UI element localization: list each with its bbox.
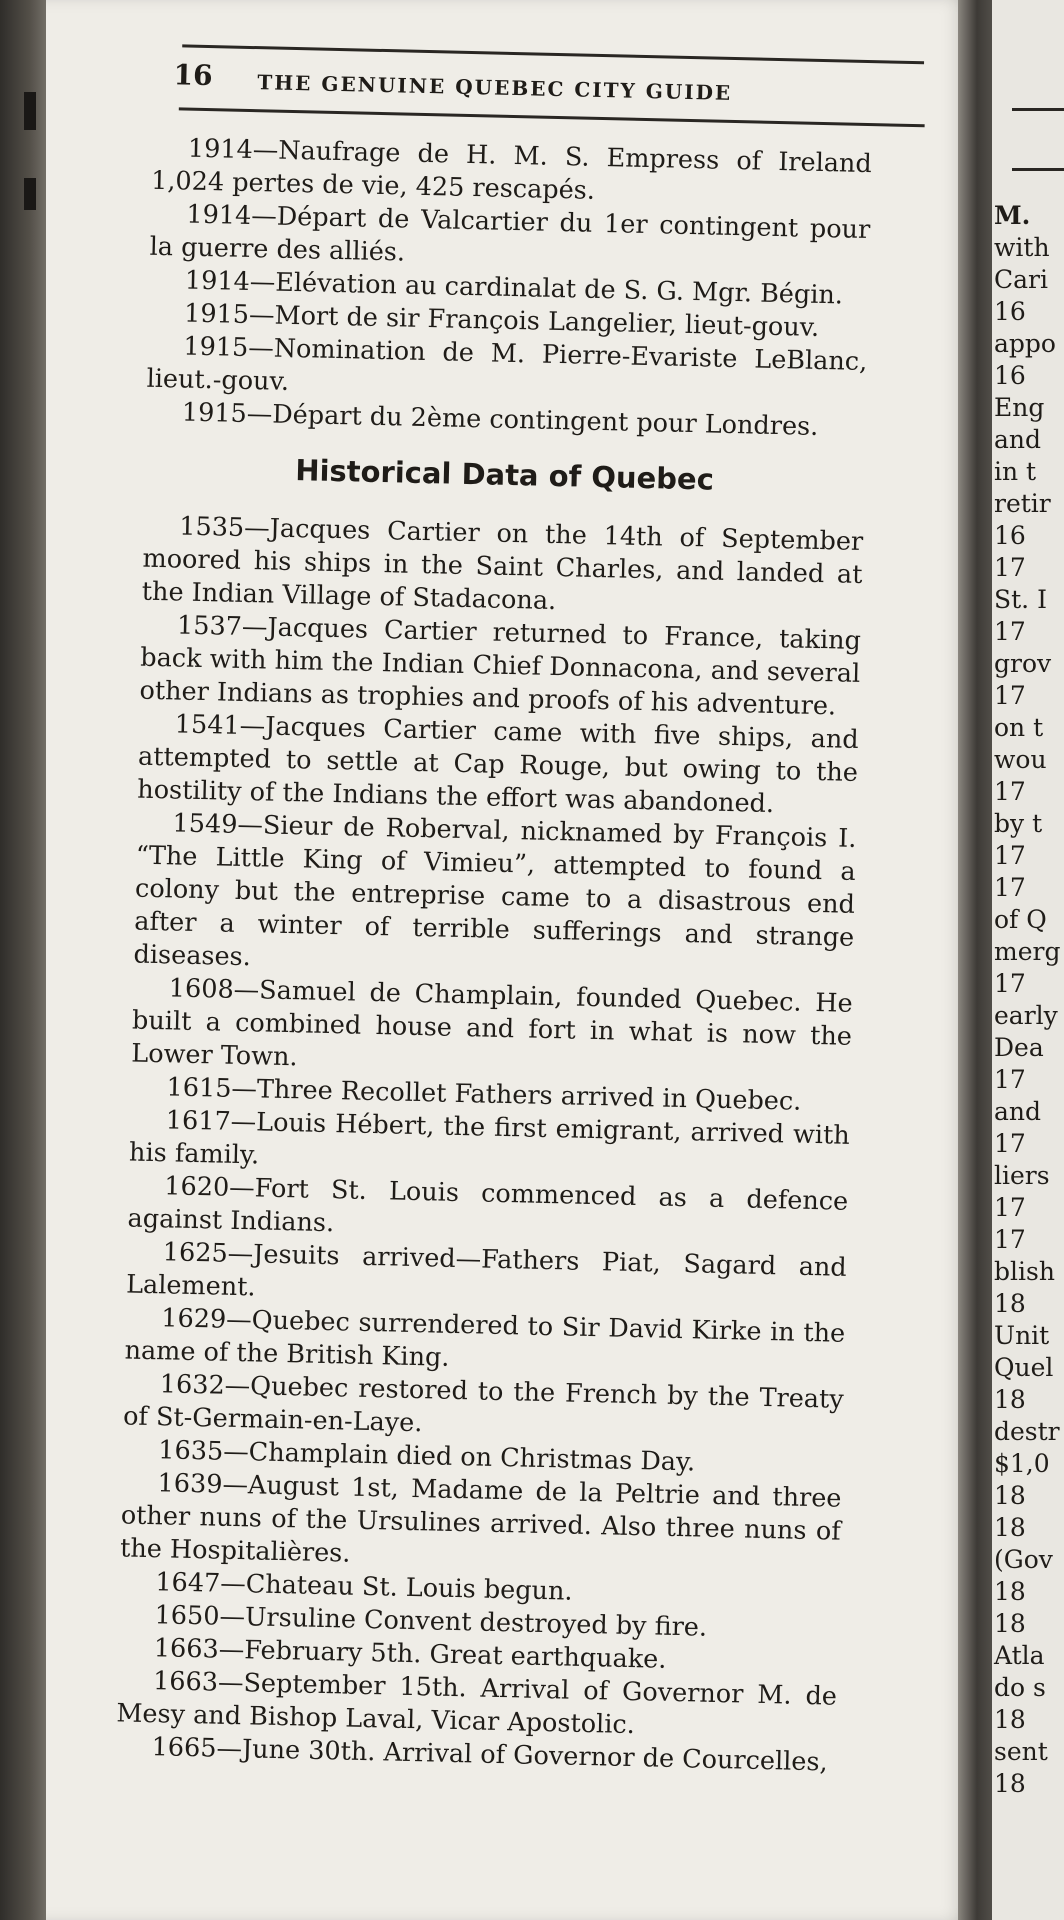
facing-page-fragment: $1,0 (994, 1449, 1050, 1478)
facing-page-fragment: liers (994, 1161, 1050, 1190)
facing-page-fragment: appo (994, 329, 1056, 358)
facing-page-fragment: 17 (994, 969, 1026, 998)
facing-page-fragment: by t (994, 809, 1043, 838)
facing-page-fragment: sent (994, 1737, 1048, 1766)
facing-page-fragment: wou (994, 745, 1047, 774)
facing-page-fragment: on t (994, 713, 1044, 742)
facing-page-fragment: destr (994, 1417, 1060, 1446)
entry-1549: 1549—Sieur de Roberval, nicknamed by François I. “The Little King of Vimieu”, attempted to found a colony but the entreprise came to a disastrous end after a winter of terrible sufferings and strange diseases. (133, 808, 857, 973)
facing-page-fragment: St. I (994, 585, 1047, 614)
facing-page-fragment: with (994, 233, 1050, 262)
facing-page-fragment: of Q (994, 905, 1047, 934)
entry-1632: 1632—Quebec restored to the French by the Treaty of St-Germain-en-Laye. (122, 1369, 845, 1439)
facing-page-fragment: 17 (994, 1065, 1026, 1094)
entry-1615: 1615—Three Recollet Fathers arrived in Quebec. (166, 1072, 802, 1117)
facing-page-fragment: Atla (994, 1641, 1045, 1670)
facing-page-fragment: and (994, 425, 1042, 454)
facing-page-fragment: 17 (994, 777, 1026, 806)
facing-page-fragment: M. (994, 201, 1031, 230)
facing-page-fragment: 18 (994, 1385, 1026, 1414)
entry-1914-valcartier: 1914—Départ de Valcartier du 1er contingent pour la guerre des alliés. (149, 199, 871, 268)
facing-page-fragment: 17 (994, 1129, 1026, 1158)
facing-page-fragment: 16 (994, 297, 1026, 326)
entry-1639: 1639—August 1st, Madame de la Peltrie and three other nuns of the Ursulines arrived. Also three nuns of the Hospitalières. (119, 1468, 842, 1569)
running-title: THE GENUINE QUEBEC CITY GUIDE (257, 70, 733, 105)
entry-1915-londres: 1915—Départ du 2ème contingent pour Londres. (181, 397, 819, 442)
facing-page-fragment: Cari (994, 265, 1048, 294)
entry-1914-begin: 1914—Elévation au cardinalat de S. G. Mgr. Bégin. (184, 265, 844, 311)
facing-page-fragment: 17 (994, 553, 1026, 582)
header-rule-bottom (179, 107, 925, 127)
facing-page-fragment: 18 (994, 1609, 1026, 1638)
entry-1915-langelier: 1915—Mort de sir François Langelier, lieut-gouv. (183, 298, 820, 343)
page-tab-mark (24, 178, 36, 210)
facing-page-fragment: 17 (994, 1193, 1026, 1222)
facing-header-rule (1012, 108, 1064, 111)
facing-header-rule (1012, 168, 1064, 171)
facing-page-fragment: Unit (994, 1321, 1050, 1350)
facing-page-fragment: 18 (994, 1289, 1026, 1318)
entry-1625: 1625—Jesuits arrived—Fathers Piat, Sagard and Lalement. (125, 1237, 848, 1303)
page-tab-mark (24, 92, 36, 130)
facing-page-fragment: 17 (994, 841, 1026, 870)
facing-page-fragment: (Gov (994, 1545, 1053, 1574)
facing-page-fragment: 17 (994, 617, 1026, 646)
entry-1914-empress: 1914—Naufrage de H. M. S. Empress of Ireland 1,024 pertes de vie, 425 rescapés. (150, 133, 873, 206)
facing-page-fragment: merg (994, 937, 1061, 966)
entry-1650: 1650—Ursuline Convent destroyed by fire. (154, 1600, 708, 1643)
facing-page-fragment: 17 (994, 873, 1026, 902)
facing-page-fragment: and (994, 1097, 1042, 1126)
facing-page-fragment: retir (994, 489, 1051, 518)
facing-page-fragment: grov (994, 649, 1052, 678)
facing-page (992, 0, 1064, 1920)
facing-page-text (994, 200, 1064, 1800)
entry-1647: 1647—Chateau St. Louis begun. (155, 1567, 573, 1607)
entry-1620: 1620—Fort St. Louis commenced as a defence against Indians. (127, 1171, 849, 1239)
entry-1608: 1608—Samuel de Champlain, founded Quebec. He built a combined house and fort in what is now the Lower Town. (131, 973, 854, 1073)
page-content (46, 0, 972, 1920)
facing-page-fragment: blish (994, 1257, 1055, 1286)
facing-page-fragment: 18 (994, 1513, 1026, 1542)
facing-page-fragment: in t (994, 457, 1037, 486)
entry-1665: 1665—June 30th. Arrival of Governor de Courcelles, (151, 1732, 828, 1778)
entry-1629: 1629—Quebec surrendered to Sir David Kirke in the name of the British King. (124, 1303, 846, 1373)
facing-page-fragment: Eng (994, 393, 1045, 422)
entry-1663-september: 1663—September 15th. Arrival of Governor M. de Mesy and Bishop Laval, Vicar Apostolic. (116, 1666, 838, 1741)
facing-page-fragment: 16 (994, 521, 1026, 550)
entry-1535: 1535—Jacques Cartier on the 14th of September moored his ships in the Saint Charles, and landed at the Indian Village of Stadacona. (141, 511, 864, 617)
section-heading: Historical Data of Quebec (294, 453, 715, 497)
facing-page-fragment: 18 (994, 1705, 1026, 1734)
facing-page-fragment: Quel (994, 1353, 1054, 1382)
facing-page-fragment: Dea (994, 1033, 1044, 1062)
entry-1541: 1541—Jacques Cartier came with five ships, and attempted to settle at Cap Rouge, but owing to the hostility of the Indians the effort was abandoned. (137, 709, 860, 820)
entry-1635: 1635—Champlain died on Christmas Day. (158, 1435, 696, 1478)
entry-1663-february: 1663—February 5th. Great earthquake. (153, 1633, 667, 1675)
facing-page-fragment: 16 (994, 361, 1026, 390)
facing-page-fragment: 18 (994, 1769, 1026, 1798)
header-rule-top (182, 44, 924, 64)
facing-page-fragment: 18 (994, 1481, 1026, 1510)
body-text (115, 132, 872, 1780)
facing-page-fragment: early (994, 1001, 1058, 1030)
facing-page-fragment: 18 (994, 1577, 1026, 1606)
entry-1915-leblanc: 1915—Nomination de M. Pierre-Evariste LeBlanc, lieut.-gouv. (146, 331, 868, 397)
facing-page-fragment: 17 (994, 681, 1026, 710)
left-page (46, 0, 972, 1920)
page-number: 16 (173, 58, 213, 93)
entry-1617: 1617—Louis Hébert, the first emigrant, arrived with his family. (128, 1105, 851, 1171)
facing-page-fragment: do s (994, 1673, 1046, 1702)
entry-1537: 1537—Jacques Cartier returned to France, taking back with him the Indian Chief Donnacona, and several other Indians as trophies and proofs of his adventure. (139, 610, 862, 722)
facing-page-fragment: 17 (994, 1225, 1026, 1254)
